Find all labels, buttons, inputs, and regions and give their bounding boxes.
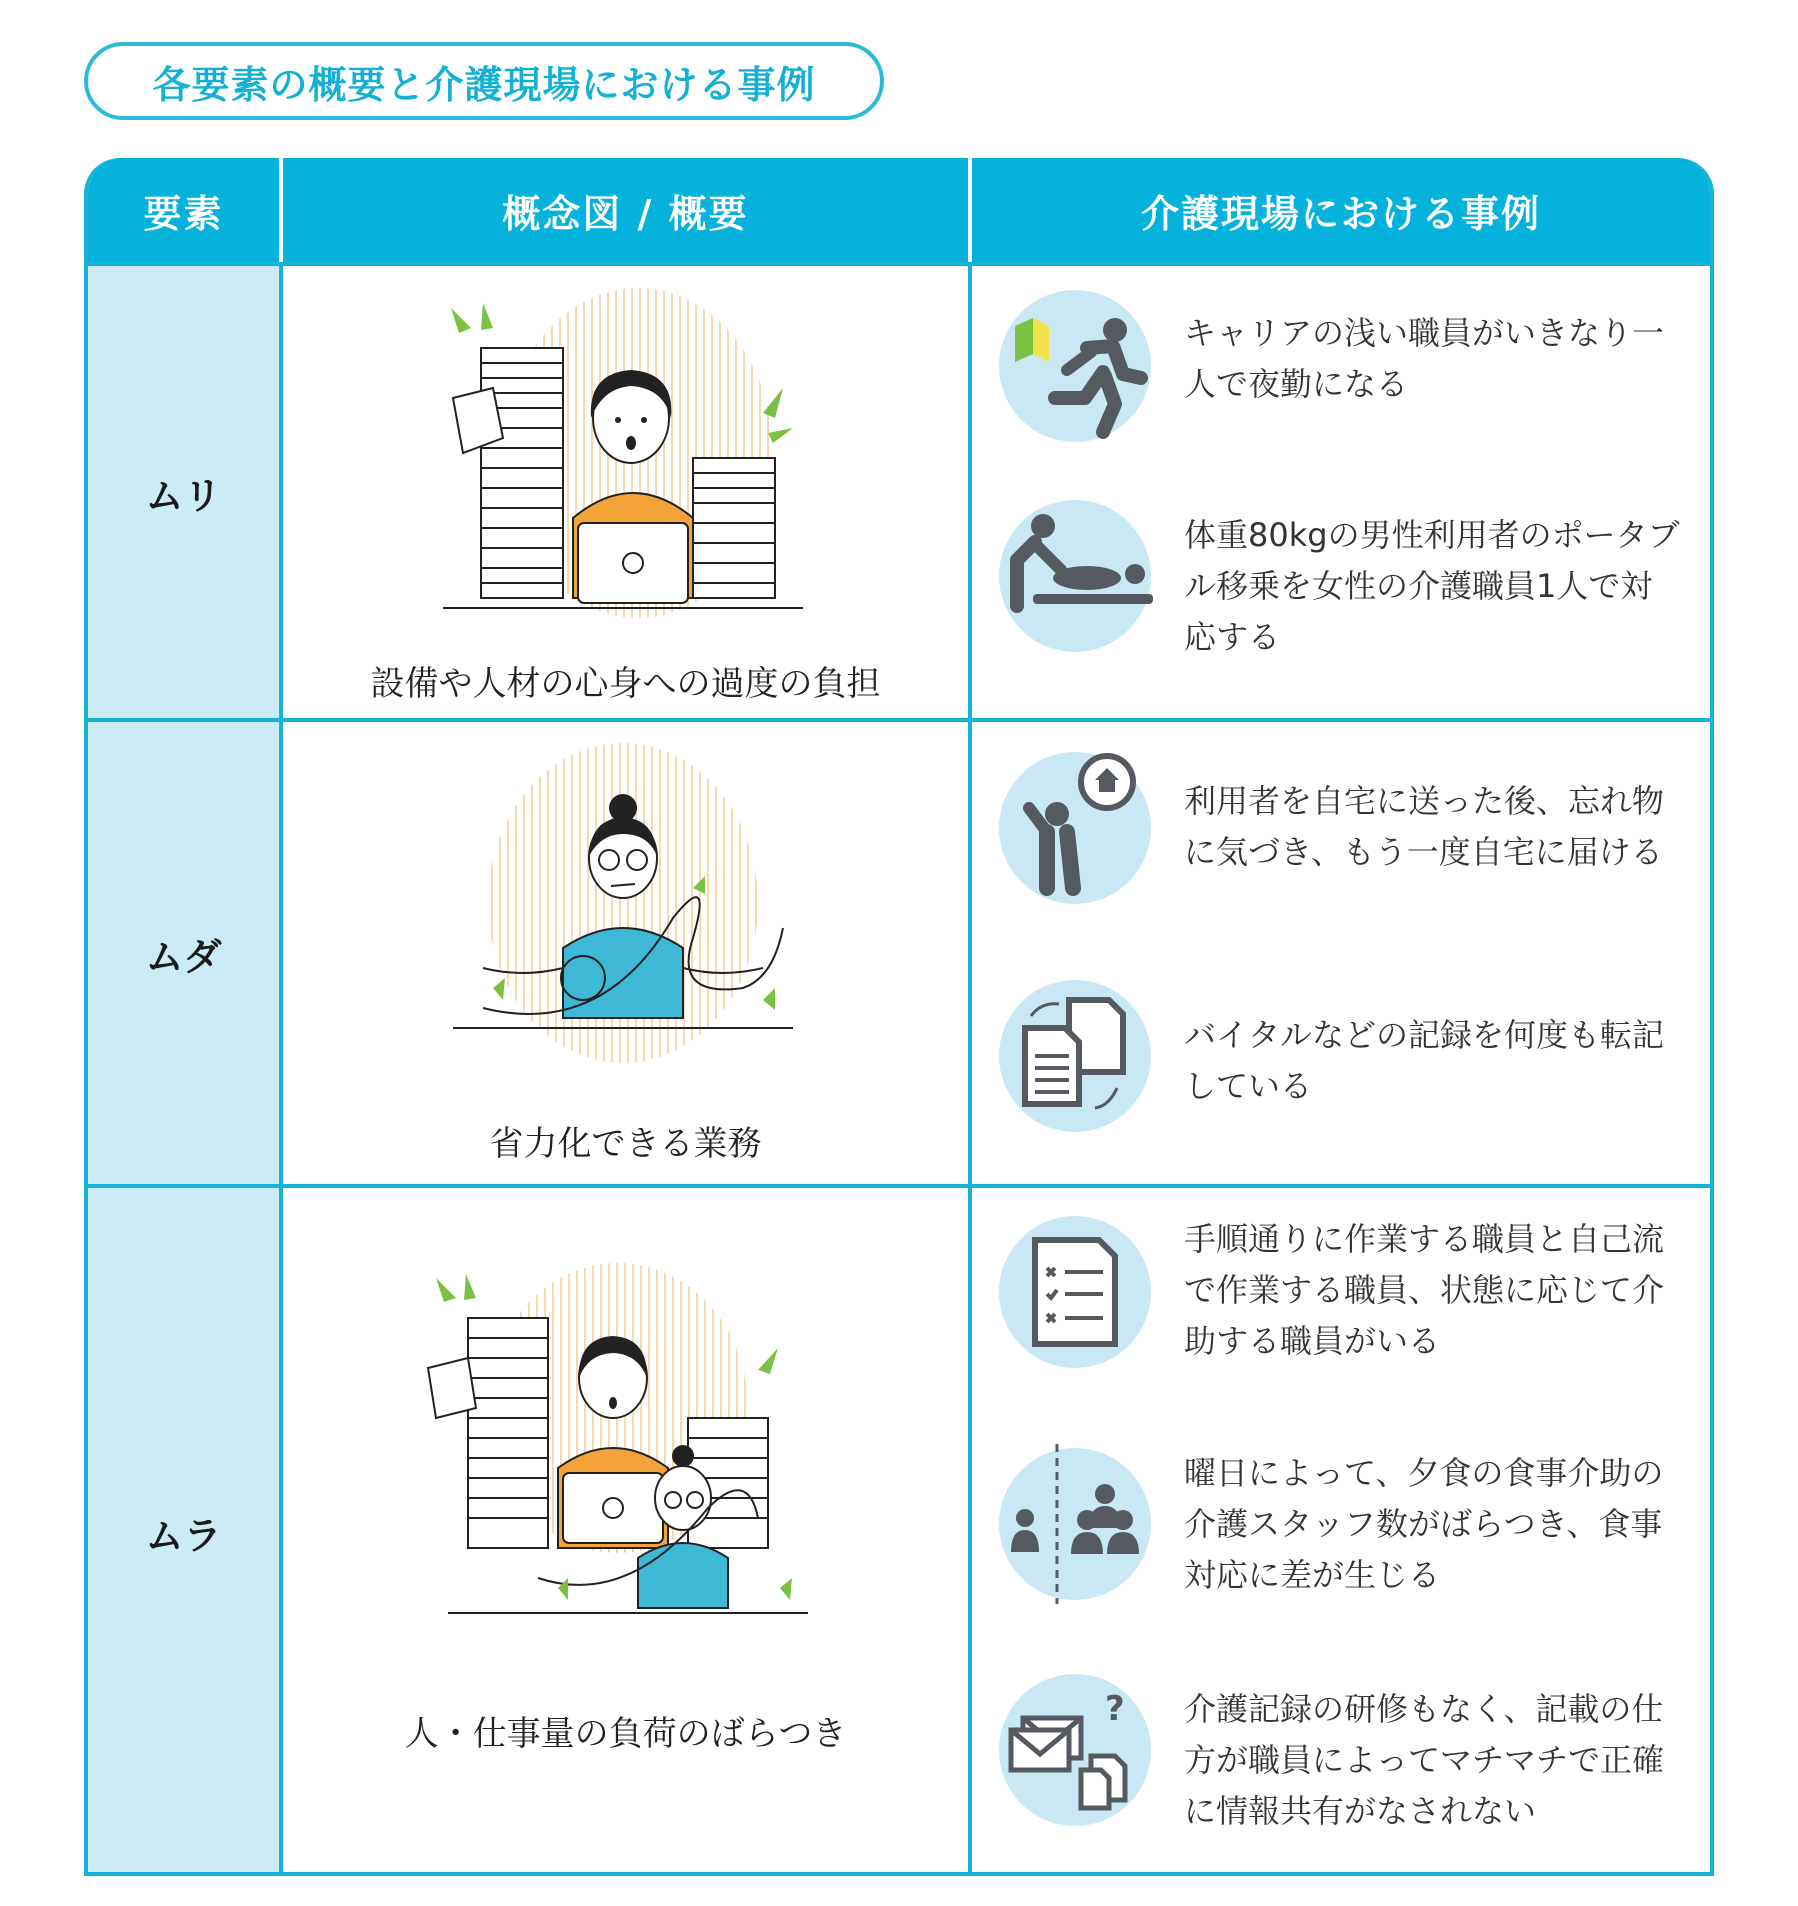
row-label-muri: ムリ <box>88 266 279 718</box>
mail-question-icon <box>995 1670 1155 1830</box>
overloaded-worker-illustration <box>423 278 823 628</box>
example-text: キャリアの浅い職員がいきなり一人で夜勤になる <box>1184 314 1665 403</box>
duplicate-documents-icon <box>995 976 1155 1136</box>
uneven-workload-illustration <box>408 1258 828 1628</box>
summary-muri: 設備や人材の心身への過度の負担 <box>370 664 881 704</box>
divider <box>88 1184 1710 1188</box>
header-concept: 概念図 / 概要 <box>502 191 749 236</box>
example-text: 手順通りに作業する職員と自己流で作業する職員、状態に応じて介助する職員がいる <box>1184 1220 1665 1360</box>
example-text: 利用者を自宅に送った後、忘れ物に気づき、もう一度自宅に届ける <box>1184 782 1665 871</box>
divider <box>88 718 1710 722</box>
header-cases: 介護現場における事例 <box>1140 191 1541 236</box>
summary-mura: 人・仕事量の負荷のばらつき <box>404 1714 847 1754</box>
person-home-bubble-icon <box>995 748 1155 908</box>
divider <box>968 158 972 1872</box>
staff-count-difference-icon <box>995 1444 1155 1604</box>
header-element: 要素 <box>143 191 224 236</box>
divider <box>88 262 1710 266</box>
summary-muda: 省力化できる業務 <box>489 1124 762 1164</box>
svg-text:?: ? <box>1105 1689 1125 1729</box>
example-text: 曜日によって、夕食の食事介助の介護スタッフ数がばらつき、食事対応に差が生じる <box>1184 1454 1664 1594</box>
caregiver-transfer-icon <box>995 496 1155 656</box>
row-label-muda: ムダ <box>88 722 279 1184</box>
puzzled-worker-illustration <box>443 738 803 1068</box>
section-title: 各要素の概要と介護現場における事例 <box>84 42 884 120</box>
running-beginner-icon <box>995 286 1155 446</box>
row-label-mura: ムラ <box>88 1188 279 1876</box>
example-text: 体重80kgの男性利用者のポータブル移乗を女性の介護職員1人で対応する <box>1184 516 1680 656</box>
elements-table <box>84 158 1714 1876</box>
divider <box>968 158 972 262</box>
divider <box>279 158 283 262</box>
example-text: 介護記録の研修もなく、記載の仕方が職員によってマチマチで正確に情報共有がなされない <box>1184 1690 1665 1830</box>
checklist-icon <box>995 1212 1155 1372</box>
divider <box>279 158 283 1872</box>
example-text: バイタルなどの記録を何度も転記している <box>1184 1016 1665 1105</box>
